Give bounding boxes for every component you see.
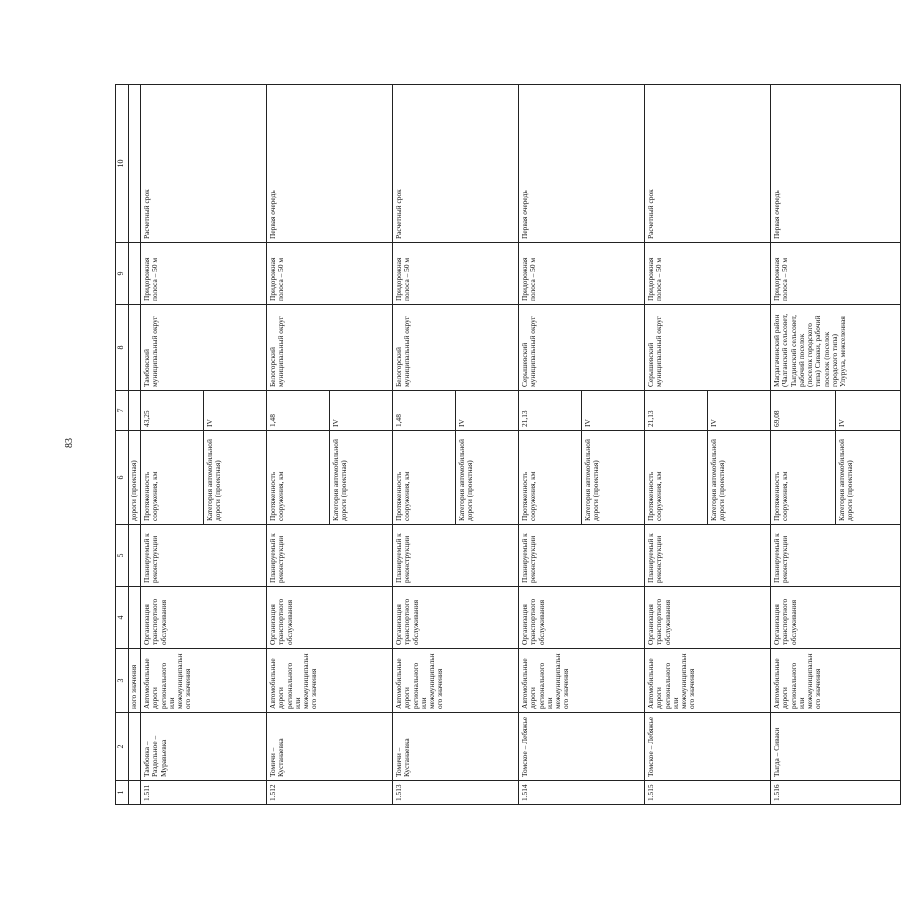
object-name: Томское – Лебяжье — [519, 713, 645, 781]
object-status: Планируемый к реконструкции — [267, 525, 393, 587]
object-type: Автомобильные дороги регионального или межмуниципального значения — [645, 649, 771, 713]
implementation-period: Расчетный срок — [141, 85, 267, 243]
param-values-b: IV — [708, 391, 771, 430]
implementation-period: Расчетный срок — [393, 85, 519, 243]
param-labels-b: Категория автомобильной дороги (проектная) — [708, 431, 771, 524]
table-header — [116, 85, 129, 805]
object-purpose: Организация транспортного обслуживания — [771, 587, 901, 649]
param-labels — [141, 431, 267, 525]
object-zone: Придорожная полоса – 50 м — [141, 243, 267, 305]
object-zone: Придорожная полоса – 50 м — [393, 243, 519, 305]
object-location: Белогорский муниципальный округ — [393, 305, 519, 391]
object-zone: Придорожная полоса – 50 м — [771, 243, 901, 305]
table-row — [771, 85, 901, 805]
param-values — [519, 391, 645, 431]
param-values-a: 1,48 — [268, 414, 277, 427]
param-labels — [267, 431, 393, 525]
row-number: 1.515 — [645, 781, 771, 805]
param-values-b: IV — [456, 391, 519, 430]
row-number: 1.511 — [141, 781, 267, 805]
object-type: Автомобильные дороги регионального или межмуниципального значения — [519, 649, 645, 713]
param-values-a: 43,25 — [142, 410, 151, 427]
header-cell: 4 — [116, 587, 129, 649]
continuation-row — [129, 85, 141, 805]
param-labels — [393, 431, 519, 525]
rotated-table-container — [115, 85, 855, 805]
param-labels-b: Категория автомобильной дороги (проектная) — [456, 431, 519, 524]
implementation-period: Первая очередь — [519, 85, 645, 243]
object-location: Магдагачинский район (Чалганский сельсовет, Тыгдинский сельсовет, рабочий поселок (поселок городского типа) Сиваки, рабочий поселок (поселок городского типа) Улуруха, межселенная — [771, 305, 901, 391]
param-labels-a: Протяженность сооружения, км — [394, 471, 412, 521]
header-cell: 10 — [116, 85, 129, 243]
param-values — [771, 391, 901, 431]
object-name: Томское – Лебяжье — [645, 713, 771, 781]
table-row — [645, 85, 771, 805]
param-values-a: 21,13 — [520, 410, 529, 427]
param-labels-b: Категория автомобильной дороги (проектная) — [330, 431, 393, 524]
param-labels — [519, 431, 645, 525]
header-cell: 8 — [116, 305, 129, 391]
param-labels-b: Категория автомобильной дороги (проектная) — [836, 431, 901, 524]
object-purpose: Организация транспортного обслуживания — [267, 587, 393, 649]
param-labels-a: Протяженность сооружения, км — [646, 471, 664, 521]
header-cell: 5 — [116, 525, 129, 587]
object-status: Планируемый к реконструкции — [141, 525, 267, 587]
param-labels-a: Протяженность сооружения, км — [772, 471, 790, 521]
object-zone: Придорожная полоса – 50 м — [645, 243, 771, 305]
object-type: Автомобильные дороги регионального или межмуниципального значения — [771, 649, 901, 713]
object-zone: Придорожная полоса – 50 м — [519, 243, 645, 305]
object-purpose: Организация транспортного обслуживания — [519, 587, 645, 649]
object-status: Планируемый к реконструкции — [645, 525, 771, 587]
param-values — [141, 391, 267, 431]
param-values-b: IV — [330, 391, 393, 430]
continuation-type: ного значения — [129, 649, 141, 713]
object-name: Тамбовка – Раздольное – Муравьевка — [141, 713, 267, 781]
header-cell: 1 — [116, 781, 129, 805]
row-number: 1.513 — [393, 781, 519, 805]
table-row — [267, 85, 393, 805]
param-labels-b: Категория автомобильной дороги (проектная) — [582, 431, 645, 524]
param-labels-a: Протяженность сооружения, км — [520, 471, 538, 521]
page-number: 83 — [64, 438, 75, 448]
table-row — [519, 85, 645, 805]
object-status: Планируемый к реконструкции — [771, 525, 901, 587]
param-values-b: IV — [836, 391, 901, 430]
param-labels — [645, 431, 771, 525]
param-values — [393, 391, 519, 431]
continuation-param: дороги (проектная) — [129, 431, 141, 525]
object-location: Серышевский муниципальный округ — [519, 305, 645, 391]
param-values — [267, 391, 393, 431]
object-purpose: Организация транспортного обслуживания — [393, 587, 519, 649]
implementation-period: Первая очередь — [267, 85, 393, 243]
param-values-b: IV — [582, 391, 645, 430]
param-values-a: 21,13 — [646, 410, 655, 427]
param-values-b: IV — [204, 391, 267, 430]
row-number: 1.512 — [267, 781, 393, 805]
header-cell: 2 — [116, 713, 129, 781]
object-name: Томичи – Кустанаевка — [267, 713, 393, 781]
param-labels-a: Протяженность сооружения, км — [142, 471, 160, 521]
object-type: Автомобильные дороги регионального или межмуниципального значения — [267, 649, 393, 713]
row-number: 1.514 — [519, 781, 645, 805]
object-purpose: Организация транспортного обслуживания — [645, 587, 771, 649]
object-name: Тыгда – Сиваки — [771, 713, 901, 781]
object-type: Автомобильные дороги регионального или межмуниципального значения — [393, 649, 519, 713]
table-row — [141, 85, 267, 805]
objects-table — [115, 84, 901, 805]
object-type: Автомобильные дороги регионального или межмуниципального значения — [141, 649, 267, 713]
param-labels-a: Протяженность сооружения, км — [268, 471, 286, 521]
object-zone: Придорожная полоса – 50 м — [267, 243, 393, 305]
header-cell: 9 — [116, 243, 129, 305]
table-row — [393, 85, 519, 805]
param-labels-b: Категория автомобильной дороги (проектная) — [204, 431, 267, 524]
row-number: 1.516 — [771, 781, 901, 805]
object-location: Белогорский муниципальный округ — [267, 305, 393, 391]
implementation-period: Первая очередь — [771, 85, 901, 243]
object-status: Планируемый к реконструкции — [519, 525, 645, 587]
header-cell: 3 — [116, 649, 129, 713]
param-values — [645, 391, 771, 431]
param-values-a: 69,08 — [772, 410, 781, 427]
param-values-a: 1,48 — [394, 414, 403, 427]
implementation-period: Расчетный срок — [645, 85, 771, 243]
header-cell: 7 — [116, 391, 129, 431]
object-name: Томичи – Кустанаевка — [393, 713, 519, 781]
object-purpose: Организация транспортного обслуживания — [141, 587, 267, 649]
param-labels — [771, 431, 901, 525]
object-location: Серышевский муниципальный округ — [645, 305, 771, 391]
header-cell: 6 — [116, 431, 129, 525]
object-location: Тамбовский муниципальный округ — [141, 305, 267, 391]
object-status: Планируемый к реконструкции — [393, 525, 519, 587]
